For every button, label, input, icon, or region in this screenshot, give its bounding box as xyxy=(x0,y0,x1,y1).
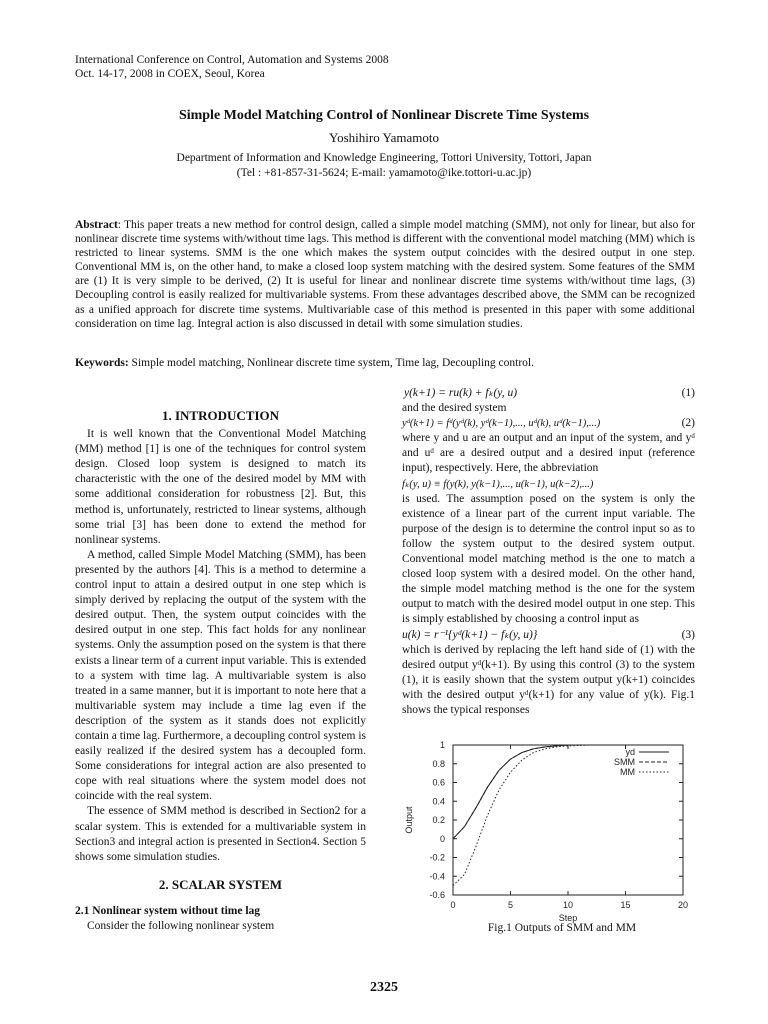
series-line-mm xyxy=(453,745,683,886)
plot-frame xyxy=(453,745,683,895)
paragraph: Consider the following nonlinear system xyxy=(87,920,275,932)
contact-info: (Tel : +81-857-31-5624; E-mail: yamamoto@ike.tottori-u.ac.jp) xyxy=(236,167,532,179)
equation-2-body: yᵈ(k+1) = fᵈ(yᵈ(k), yᵈ(k−1),..., uᵈ(k), uᵈ(k−1),...) xyxy=(402,418,601,430)
keywords-label: Keywords: xyxy=(75,357,129,369)
figure-caption: Fig.1 Outputs of SMM and MM xyxy=(487,922,637,934)
conference-dates: Oct. 14-17, 2008 in COEX, Seoul, Korea xyxy=(75,68,265,80)
equation-2-number: (2) xyxy=(681,417,695,430)
y-tick-label: 0.6 xyxy=(432,777,445,788)
y-tick-label: 0.2 xyxy=(432,815,445,825)
equation-abbreviation: fₖ(y, u) ≡ f(y(k), y(k−1),..., u(k−1), u(k−2),...) xyxy=(402,478,594,490)
paragraph: It is well known that the Conventional Model Matching (MM) method [1] is one of the techniques for control system design. Closed loop system is designed to match its characteristic with the one of the desired model by MM with some additional consideration for robustness [2]. But, this method is, unfortunately, restricted to linear systems, although some trial [3] has been done to extend the method for nonlinear systems. xyxy=(75,428,366,546)
series-line-yd xyxy=(453,745,683,839)
x-tick-label: 0 xyxy=(450,900,456,910)
keywords xyxy=(75,357,695,369)
series-line-smm xyxy=(453,745,683,839)
paragraph: A method, called Simple Model Matching (SMM), has been presented by the authors [4]. This is a method to determine a control input to attain a desired output in one step which is simply derived by replacing the output of the system with the desired output. Then, the system output coincides with the desired output in one step. This fact holds for any nonlinear systems. Only the assumption posed on the system is that there exists a linear term of a current input variable. This is extended to a system with time lag. A multivariable system is also treated in a same manner, but it is important to note here that a multivariable system may include a time lag even if the description of the system as it stands does not explicitly contain a time lag. Furthermore, a decoupling control system is easily realized if the desired system has a decoupled form. Some considerations for integral action are also presented to cope with real situations where the system model does not coincide with the real system. xyxy=(75,548,366,803)
text-block: where y and u are an output and an input of the system, and yᵈ and uᵈ are a desired output and a desired input (reference input), respectively. Here, the abbreviation xyxy=(402,432,695,475)
x-tick-label: 5 xyxy=(507,900,514,910)
x-axis-label: Step xyxy=(558,913,578,923)
author-name: Yoshihiro Yamamoto xyxy=(329,130,439,145)
abstract-label: Abstract xyxy=(75,219,118,231)
y-tick-label: 0.4 xyxy=(432,796,445,807)
paragraph: The essence of SMM method is described in Section2 for a scalar system. This is extended for a multivariable system in Section3 and integral action is presented in Section4. Section 5 shows some simulation studies. xyxy=(75,805,366,863)
legend-label: MM xyxy=(620,767,635,777)
paper-title: Simple Model Matching Control of Nonlinear Discrete Time Systems xyxy=(178,108,590,123)
section-heading-introduction: 1. INTRODUCTION xyxy=(161,408,279,423)
equation-3-body: u(k) = r⁻¹{yᵈ(k+1) − fₖ(y, u)} xyxy=(402,628,538,641)
y-axis-label: Output xyxy=(404,806,414,834)
section-heading-scalar-system: 2. SCALAR SYSTEM xyxy=(158,876,283,892)
x-tick-label: 10 xyxy=(562,900,574,910)
page-number: 2325 xyxy=(370,980,398,995)
subsection-heading: 2.1 Nonlinear system without time lag xyxy=(75,904,261,917)
affiliation: Department of Information and Knowledge Engineering, Tottori University, Tottori, Japan xyxy=(176,152,592,164)
figure-1-chart xyxy=(400,732,710,924)
legend-label: SMM xyxy=(614,757,635,767)
y-tick-label: -0.4 xyxy=(429,871,445,882)
right-column xyxy=(402,386,695,718)
y-tick-label: 0 xyxy=(439,833,445,844)
conference-name: International Conference on Control, Automation and Systems 2008 xyxy=(75,54,389,66)
text-block: which is derived by replacing the left hand side of (1) with the desired output yᵈ(k+1). By using this control (3) to the system (1), it is easily shown that the system output y(k+1) coincides with the desired output yᵈ(k+1) for any value of y(k). Fig.1 shows the typical responses xyxy=(402,643,695,716)
equation-1-body: y(k+1) = ru(k) + fₖ(y, u) xyxy=(404,387,518,399)
abstract-text: : This paper treats a new method for control design, called a simple model matching (SMM), not only for linear, but also for nonlinear discrete time systems with/without time lags. This method is different with the conventional model matching (MM) which is restricted to linear systems. SMM is the one which makes the system output coincides with the desired output in one step. Conventional MM is, on the other hand, to make a closed loop system matching with the desired system. Some features of the SMM are (1) It is very simple to be derived, (2) It is useful for linear and nonlinear discrete time systems with/without time lags, (3) Decoupling control is easily realized for multivariable systems. From these advantages described above, the SMM can be recognized as a unified approach for discrete time systems. Multivariable case of this method is presented in this paper with some additional consideration on time lag. Integral action is also discussed in detail with some simulation studies. xyxy=(75,219,695,330)
affiliation-block xyxy=(0,151,768,181)
keywords-text: Simple model matching, Nonlinear discrete time system, Time lag, Decoupling control. xyxy=(128,357,534,369)
equation-1 xyxy=(402,386,695,401)
x-tick-label: 15 xyxy=(620,900,631,910)
y-tick-label: -0.2 xyxy=(429,852,445,863)
conference-header xyxy=(75,53,389,81)
legend-label: yd xyxy=(625,747,635,757)
y-tick-label: 0.8 xyxy=(432,758,445,769)
equation-3-number: (3) xyxy=(681,628,695,641)
abstract xyxy=(75,218,695,331)
x-tick-label: 20 xyxy=(677,900,689,910)
equation-3 xyxy=(402,628,695,643)
equation-2 xyxy=(402,416,695,431)
y-tick-label: -0.6 xyxy=(429,890,445,900)
left-column xyxy=(75,408,366,934)
y-tick-label: 1 xyxy=(439,740,445,750)
text-block: is used. The assumption posed on the system is only the existence of a linear part of the current input variable. The purpose of the design is to determine the control input so as to follow the system output to the desired system output. Conventional model matching method is the one to match a closed loop system with a desired model. On the other hand, the simple model matching method is the one for the system output to match with the desired model output in one step. This is simply established by choosing a control input as xyxy=(402,492,695,626)
equation-1-number: (1) xyxy=(681,387,695,399)
text-block: and the desired system xyxy=(402,402,507,415)
